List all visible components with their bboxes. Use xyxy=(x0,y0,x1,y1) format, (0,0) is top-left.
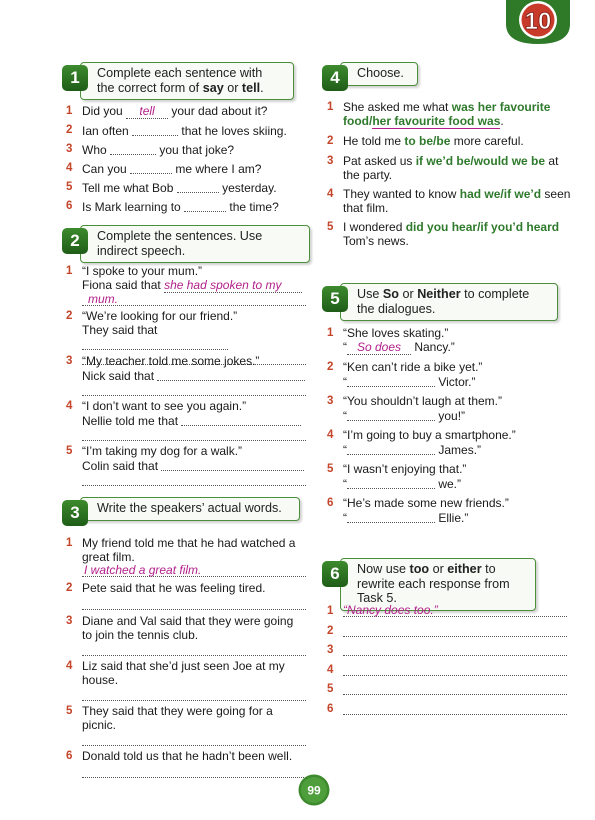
list-item: 1 My friend told me that he had watched a great film. I watched a great film. xyxy=(66,536,306,581)
list-item: 5 “I wasn’t enjoying that.” “ we.” xyxy=(327,462,467,491)
list-item: 5 Tell me what Bob yesterday. xyxy=(66,181,277,195)
answer-line[interactable] xyxy=(82,595,306,610)
answer-blank[interactable] xyxy=(347,477,435,489)
list-item: 4 Can you me where I am? xyxy=(66,162,262,176)
list-item: 6 Donald told us that he hadn’t been well. xyxy=(66,749,306,782)
answer-blank[interactable] xyxy=(347,409,435,421)
answer-blank[interactable] xyxy=(132,124,178,136)
answer-line[interactable] xyxy=(82,383,306,396)
answer-line[interactable]: I watched a great film. xyxy=(82,564,306,577)
list-item: 4 Liz said that she’d just seen Joe at my house. xyxy=(66,659,306,704)
task-instruction: Complete each sentence with the correct form of say or tell. xyxy=(80,62,294,100)
task-instruction: Now use too or either to rewrite each response from Task 5. xyxy=(340,558,536,611)
task-number: 5 xyxy=(322,286,348,312)
option-a[interactable]: was her favourite food xyxy=(343,100,551,128)
list-item: 1 “She loves skating.” “ So does Nancy.” xyxy=(327,326,455,354)
list-item: 2 Pete said that he was feeling tired. xyxy=(66,581,306,614)
answer-blank[interactable] xyxy=(347,375,435,387)
page-number: 99 xyxy=(307,783,321,798)
options[interactable]: to be/be xyxy=(404,134,451,148)
answer-line[interactable] xyxy=(343,663,567,676)
list-item: 5 xyxy=(327,682,567,702)
list-item: 2 “We’re looking for our friend.” They said that xyxy=(66,309,306,354)
answer-blank[interactable] xyxy=(177,181,219,193)
task-5-heading xyxy=(322,283,558,321)
options[interactable]: if we’d be/would we be xyxy=(415,154,546,168)
task-instruction: Complete the sentences. Use indirect speech. xyxy=(80,225,310,263)
task-number: 2 xyxy=(62,228,88,254)
list-item: 3 Who you that joke? xyxy=(66,143,235,157)
list-item: 3 Pat asked us if we’d be/would we be at the party. xyxy=(327,154,559,182)
answer-line[interactable] xyxy=(343,702,567,715)
list-item: 2 xyxy=(327,624,567,644)
task-5-list xyxy=(327,326,577,530)
task-number: 4 xyxy=(322,65,348,91)
task-6-list xyxy=(327,604,567,721)
list-item: 1 She asked me what was her favourite food/her favourite food was. xyxy=(327,100,551,128)
task-4-list xyxy=(327,100,577,253)
task-number: 3 xyxy=(62,500,88,526)
list-item: 5 I wondered did you hear/if you’d heard Tom’s news. xyxy=(327,220,560,248)
list-item: 3 xyxy=(327,643,567,663)
answer-blank[interactable] xyxy=(347,443,435,455)
answer-blank[interactable] xyxy=(82,338,228,350)
list-item: 1 Did you tell your dad about it? xyxy=(66,104,268,118)
task-instruction: Choose. xyxy=(340,62,418,86)
option-b[interactable]: her favourite food was xyxy=(372,114,501,128)
answer-blank[interactable]: So does xyxy=(347,341,411,355)
answer-line[interactable] xyxy=(343,682,567,695)
task-1-heading xyxy=(62,62,294,100)
list-item: 1 “I spoke to your mum.” Fiona said that she had spoken to my mum. xyxy=(66,264,306,309)
list-item: 6 Is Mark learning to the time? xyxy=(66,200,279,214)
task-3-list xyxy=(66,536,306,782)
answer-line[interactable] xyxy=(82,473,306,486)
answer-line[interactable] xyxy=(82,687,306,701)
task-number: 1 xyxy=(62,65,88,91)
page-number-badge xyxy=(298,774,330,806)
answer-blank[interactable] xyxy=(130,162,172,174)
answer-line[interactable] xyxy=(82,763,306,778)
task-2-heading xyxy=(62,225,310,263)
answer-line[interactable]: mum. xyxy=(82,293,306,306)
answer-line[interactable] xyxy=(343,624,567,637)
list-item: 3 “My teacher told me some jokes.” Nick said that xyxy=(66,354,306,399)
answer-line[interactable]: “Nancy does too.” xyxy=(343,604,567,617)
task-number: 6 xyxy=(322,561,348,587)
list-item: 1 “Nancy does too.” xyxy=(327,604,567,624)
answer-blank[interactable]: tell xyxy=(126,105,168,119)
answer-blank[interactable] xyxy=(347,511,435,523)
answer-line[interactable] xyxy=(343,643,567,656)
list-item: 4 They wanted to know had we/if we’d seen that film. xyxy=(327,187,571,215)
list-item: 6 “He’s made some new friends.” “ Ellie.” xyxy=(327,496,509,525)
list-item: 6 xyxy=(327,702,567,722)
list-item: 2 Ian often that he loves skiing. xyxy=(66,124,287,138)
list-item: 3 Diane and Val said that they were going to join the tennis club. xyxy=(66,614,306,659)
answer-line[interactable] xyxy=(82,732,306,746)
task-1-list xyxy=(66,104,306,218)
list-item: 4 “I don’t want to see you again.” Nellie told me that xyxy=(66,399,306,444)
answer-blank[interactable] xyxy=(181,414,301,426)
task-4-heading xyxy=(322,62,418,91)
unit-number: 10 xyxy=(524,8,552,35)
list-item: 2 He told me to be/be more careful. xyxy=(327,134,524,148)
options[interactable]: had we/if we’d xyxy=(459,187,542,201)
task-instruction: Write the speakers’ actual words. xyxy=(80,497,300,521)
task-3-heading xyxy=(62,497,300,526)
answer-line[interactable] xyxy=(82,428,306,441)
unit-badge xyxy=(506,0,570,44)
answer-blank[interactable] xyxy=(161,459,304,471)
answer-line[interactable] xyxy=(82,642,306,656)
list-item: 5 They said that they were going for a picnic. xyxy=(66,704,306,749)
answer-blank[interactable] xyxy=(184,200,226,212)
list-item: 4 xyxy=(327,663,567,683)
task-2-list xyxy=(66,264,306,489)
options[interactable]: did you hear/if you’d heard xyxy=(405,220,560,234)
list-item: 5 “I’m taking my dog for a walk.” Colin said that xyxy=(66,444,306,489)
list-item: 3 “You shouldn’t laugh at them.” “ you!” xyxy=(327,394,502,423)
answer-blank[interactable]: she had spoken to my xyxy=(164,279,302,293)
list-item: 2 “Ken can’t ride a bike yet.” “ Victor.” xyxy=(327,360,483,389)
answer-blank[interactable] xyxy=(110,143,156,155)
task-instruction: Use So or Neither to complete the dialogues. xyxy=(340,283,558,321)
list-item: 4 “I’m going to buy a smartphone.” “ James.” xyxy=(327,428,516,457)
answer-blank[interactable] xyxy=(157,369,305,381)
